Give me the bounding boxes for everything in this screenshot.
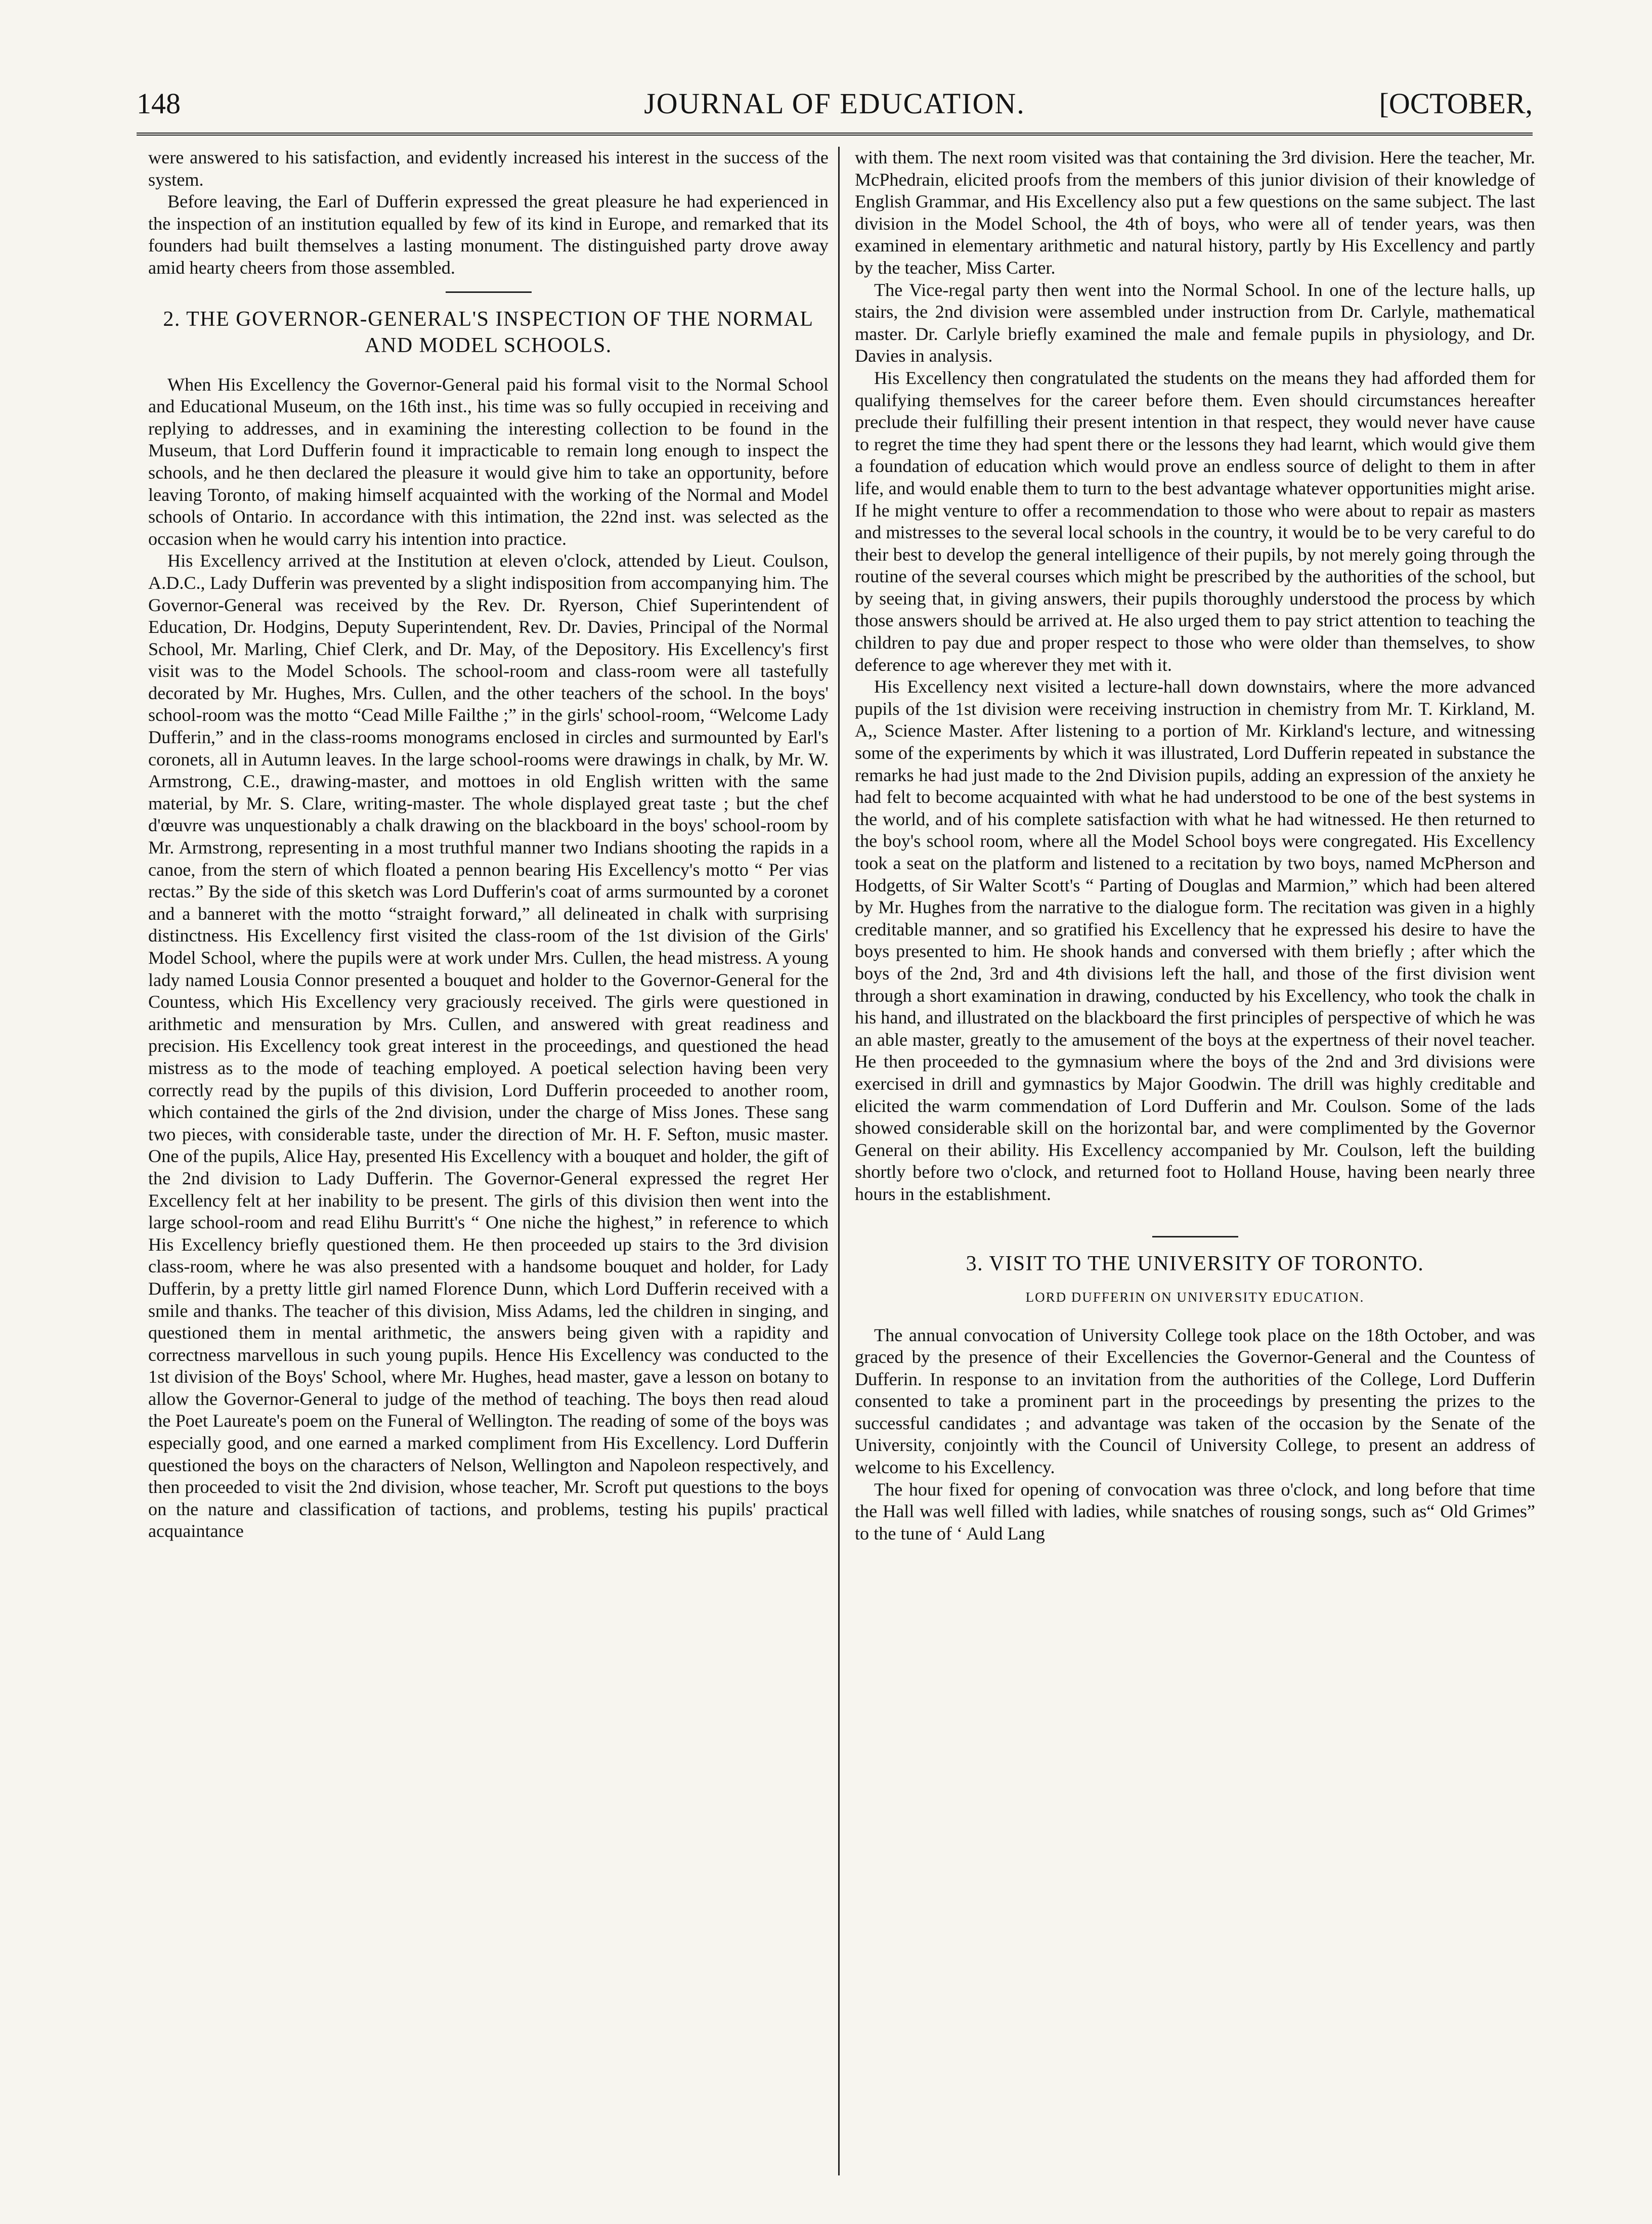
paragraph: with them. The next room visited was that containing the 3rd division. Here the teacher, Mr. McPhedrain, elicited proofs from the members of this junior division of their knowledge of English Grammar, and His Excellency also put a few questions on the same subject. The last division in the Model School, the 4th of boys, who were all of tender years, was then examined in elementary arithmetic and natural history, partly by His Excellency and partly by the teacher, Miss Carter. <box>855 147 1535 278</box>
section-heading: 3. VISIT TO THE UNIVERSITY OF TORONTO. <box>966 1252 1424 1275</box>
page-number: 148 <box>137 87 181 120</box>
left-column <box>148 147 829 1543</box>
running-title: JOURNAL OF EDUCATION. <box>644 87 1025 120</box>
paragraph: The annual convocation of University College took place on the 18th October, and was graced by the presence of their Excellencies the Governor-General and the Countess of Dufferin. In response to an invitation from the authorities of the College, Lord Dufferin consented to take a prominent part in the proceedings by presenting the prizes to the successful candidates ; and advantage was taken of the occasion by the Senate of the University, conjointly with the Council of University College, to present an address of welcome to his Excellency. <box>855 1324 1535 1478</box>
paragraph: Before leaving, the Earl of Dufferin expressed the great pleasure he had experienced in the inspection of an institution equalled by few of its kind in Europe, and remarked that its founders had built themselves a lasting monument. The distinguished party drove away amid hearty cheers from those assembled. <box>148 191 829 278</box>
right-column <box>855 147 1535 1545</box>
paragraph: The Vice-regal party then went into the Normal School. In one of the lecture halls, up stairs, the 2nd division were assembled under instruction from Dr. Carlyle, mathematical master. Dr. Carlyle briefly examined the male and female pupils in physiology, and Dr. Davies in analysis. <box>855 279 1535 366</box>
paragraph: When His Excellency the Governor-General paid his formal visit to the Normal School and Educational Museum, on the 16th inst., his time was so fully occupied in receiving and replying to addresses, and in examining the interesting collection to be found in the Museum, that Lord Dufferin found it impracticable to remain long enough to inspect the schools, and he then declared the pleasure it would give him to take an opportunity, before leaving Toronto, of making himself acquainted with the working of the Normal and Model schools of Ontario. In accordance with this intimation, the 22nd inst. was selected as the occasion when he would carry his intention into practice. <box>148 374 829 549</box>
section-separator <box>1152 1236 1238 1237</box>
section-subheading: LORD DUFFERIN ON UNIVERSITY EDUCATION. <box>1025 1289 1365 1305</box>
section-heading: 2. THE GOVERNOR-GENERAL'S INSPECTION OF THE NORMAL AND MODEL SCHOOLS. <box>163 307 814 357</box>
paragraph: were answered to his satisfaction, and evidently increased his interest in the success of the system. <box>148 147 829 190</box>
paragraph: His Excellency next visited a lecture-hall down downstairs, where the more advanced pupils of the 1st division were receiving instruction in chemistry from Mr. T. Kirkland, M. A,, Science Master. After listening to a portion of Mr. Kirkland's lecture, and witnessing some of the experiments by which it was illustrated, Lord Dufferin repeated in substance the remarks he had just made to the 2nd Division pupils, adding an expression of the anxiety he had felt to become acquainted with what he had understood to be one of the best systems in the world, and of his complete satisfaction with what he had witnessed. He then returned to the boy's school room, where all the Model School boys were congregated. His Excellency took a seat on the platform and listened to a recitation by two boys, named McPherson and Hodgetts, of Sir Walter Scott's “ Parting of Douglas and Marmion,” which had been altered by Mr. Hughes from the narrative to the dialogue form. The recitation was given in a highly creditable manner, and so gratified his Excellency that he expressed his desire to have the boys presented to him. He shook hands and conversed with them briefly ; after which the boys of the 2nd, 3rd and 4th divisions left the hall, and those of the first division went through a short examination in drawing, conducted by his Excellency, who took the chalk in his hand, and illustrated on the blackboard the first principles of perspective of which he was an able master, greatly to the amusement of the boys at the expertness of their novel teacher. He then proceeded to the gymnasium where the boys of the 2nd and 3rd divisions were exercised in drill and gymnastics by Major Goodwin. The drill was highly creditable and elicited the warm commendation of Lord Dufferin and Mr. Coulson. Some of the lads showed considerable skill on the horizontal bar, and were complimented by the Governor General on their ability. His Excellency accompanied by Mr. Coulson, left the building shortly before two o'clock, and returned foot to Holland House, having been nearly three hours in the establishment. <box>855 676 1535 1204</box>
paragraph: The hour fixed for opening of convocation was three o'clock, and long before that time the Hall was well filled with ladies, while snatches of rousing songs, such as“ Old Grimes” to the tune of ‘ Auld Lang <box>855 1479 1535 1544</box>
paragraph: His Excellency arrived at the Institution at eleven o'clock, attended by Lieut. Coulson, A.D.C., Lady Dufferin was prevented by a slight indisposition from accompanying him. The Governor-General was received by the Rev. Dr. Ryerson, Chief Superintendent of Education, Dr. Hodgins, Deputy Superintendent, Rev. Dr. Davies, Principal of the Normal School, Mr. Marling, Chief Clerk, and Dr. May, of the Depository. His Excellency's first visit was to the Model Schools. The school-room and class-room were all tastefully decorated by Mr. Hughes, Mrs. Cullen, and the other teachers of the school. In the boys' school-room was the motto “Cead Mille Failthe ;” in the girls' school-room, “Welcome Lady Dufferin,” and in the class-rooms monograms enclosed in circles and surmounted by Earl's coronets, all in Autumn leaves. In the large school-rooms were drawings in chalk, by Mr. W. Armstrong, C.E., drawing-master, and mottoes in old English written with the same material, by Mr. S. Clare, writing-master. The whole displayed great taste ; but the chef d'œuvre was unquestionably a chalk drawing on the blackboard in the boys' school-room by Mr. Armstrong, representing in a most truthful manner two Indians shooting the rapids in a canoe, from the stern of which floated a pennon bearing His Excellency's motto “ Per vias rectas.” By the side of this sketch was Lord Dufferin's coat of arms surmounted by a coronet and a banneret with the motto “straight forward,” all delineated in chalk with surprising distinctness. His Excellency first visited the class-room of the 1st division of the Girls' Model School, where the pupils were at work under Mrs. Cullen, the head mistress. A young lady named Lousia Connor presented a bouquet and holder to the Governor-General for the Countess, which His Excellency very graciously received. The girls were questioned in arithmetic and mensuration by Mrs. Cullen, and answered with great readiness and precision. His Excellency took great interest in the proceedings, and questioned the head mistress as to the mode of teaching employed. A poetical selection having been very correctly read by the pupils of this division, Lord Dufferin proceeded to another room, which contained the girls of the 2nd division, under the charge of Miss Jones. These sang two pieces, with considerable taste, under the direction of Mr. H. F. Sefton, music master. One of the pupils, Alice Hay, presented His Excellency with a bouquet and holder, the gift of the 2nd division to Lady Dufferin. The Governor-General expressed the regret Her Excellency felt at her inability to be present. The girls of this division then went into the large school-room and read Elihu Burritt's “ One niche the highest,” in reference to which His Excellency briefly questioned them. He then proceeded up stairs to the 3rd division class-room, where he was also presented with a handsome bouquet and holder, for Lady Dufferin, by a pretty little girl named Florence Dunn, which Lord Dufferin received with a smile and thanks. The teacher of this division, Miss Adams, led the children in singing, and questioned them in mental arithmetic, the answers being given with a rapidity and correctness marvellous in such young pupils. Hence His Excellency was conducted to the 1st division of the Boys' School, where Mr. Hughes, head master, gave a lesson on botany to allow the Governor-General to judge of the method of teaching. The boys then read aloud the Poet Laureate's poem on the Funeral of Wellington. The reading of some of the boys was especially good, and one earned a marked compliment from His Excellency. Lord Dufferin questioned the boys on the characters of Nelson, Wellington and Napoleon respectively, and then proceeded to visit the 2nd division, whose teacher, Mr. Scroft put questions to the boys on the nature and classification of tactions, and problems, testing his pupils' practical acquaintance <box>148 550 829 1542</box>
section-separator <box>446 291 532 293</box>
column-divider <box>838 147 840 2175</box>
page-header <box>137 83 1533 129</box>
paragraph: His Excellency then congratulated the students on the means they had afforded them for qualifying themselves for the career before them. Even should circumstances hereafter preclude their fulfilling their present intention in that respect, they would never have cause to regret the time they had spent there or the lessons they had learnt, which would give them a foundation of education which would prove an endless source of delight to them in after life, and would enable them to turn to the best advantage whatever opportunities might arise. If he might venture to offer a recommendation to those who were about to repair as masters and mistresses to the several local schools in the country, it would be to be very careful to do their best to develop the general intelligence of their pupils, by not merely going through the routine of the several courses which might be prescribed by the authorities of the school, but by seeing that, in giving answers, their pupils thoroughly understood the process by which those answers should be arrived at. He also urged them to pay strict attention to teaching the children to pay due and proper respect to those who were older than themselves, to show deference to age wherever they met with it. <box>855 367 1535 675</box>
issue-month: [OCTOBER, <box>1379 87 1533 120</box>
header-rule <box>137 133 1533 136</box>
